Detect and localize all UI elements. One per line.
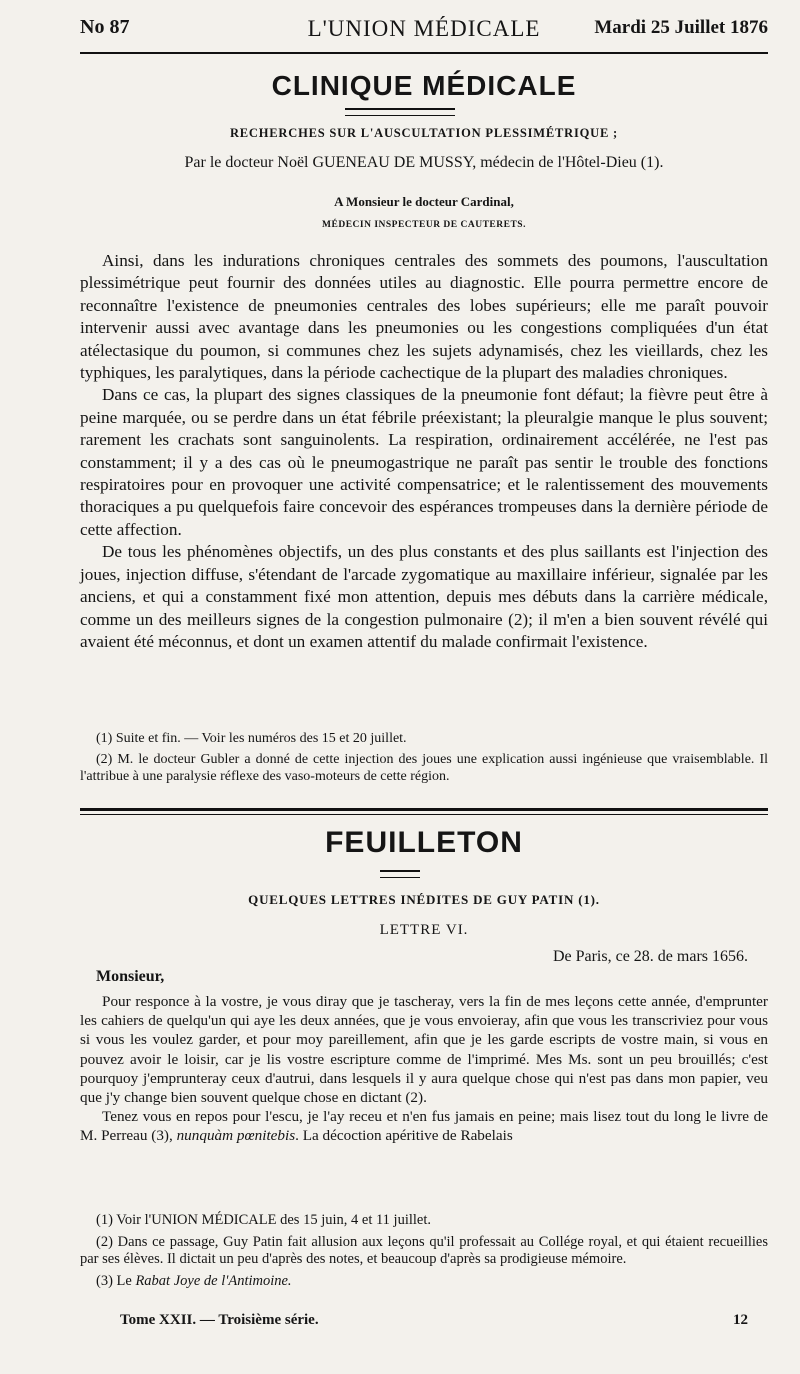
paragraph: Pour responce à la vostre, je vous diray que je tascheray, vers la fin de mes leçons cette année, d'emprunter les cahiers de quelqu'un qui aye les deux années, que je vous envoieray, afin que vous les transcriviez pour vous si vous les voulez garder, et pour moy pareillement, afin que je les garde escripts de vostre main, si vous en pouvez avoir le loisir, car je lis vostre escripture comme de l'imprimé. Mes Ms. sont un peu brouillés; c'est pourquoy j'emprunteray ceux d'autrui, dans lesquels il y aura quelque chose qui n'est pas dans mon papier, veu que j'y change bien souvent quelque chose en dictant (2).	[80, 993, 768, 1107]
addressee: A Monsieur le docteur Cardinal,	[334, 194, 514, 209]
latin-phrase: nunquàm pœnitebis	[176, 1127, 296, 1145]
footnote: (2) Dans ce passage, Guy Patin fait allusion aux leçons qu'il professait au Collége royal, et qui étaient recueillies par ses élèves. Il dictait un peu d'après des notes, et beaucoup d'après sa prodigieuse mémoire.	[80, 1233, 768, 1267]
masthead-rule	[80, 52, 768, 54]
addressee-role: MÉDECIN INSPECTEUR DE CAUTERETS.	[322, 220, 526, 230]
author-line: Par le docteur Noël GUENEAU DE MUSSY, médecin de l'Hôtel-Dieu (1).	[184, 154, 664, 171]
ornament-divider	[345, 108, 455, 116]
clinique-body	[80, 250, 768, 653]
article-title: RECHERCHES SUR L'AUSCULTATION PLESSIMÉTRIQUE ;	[229, 126, 619, 140]
book-title: Rabat Joye de l'Antimoine.	[135, 1272, 292, 1289]
salutation: Monsieur,	[96, 968, 165, 985]
dateline: De Paris, ce 28. de mars 1656.	[552, 948, 748, 965]
footnote: (1) Suite et fin. — Voir les numéros des 15 et 20 juillet.	[96, 731, 407, 746]
feuilleton-title: QUELQUES LETTRES INÉDITES DE GUY PATIN (1).	[248, 892, 600, 907]
feuilleton-footnotes	[80, 1212, 768, 1294]
paragraph: Ainsi, dans les indurations chroniques centrales des sommets des poumons, l'auscultation plessimétrique peut fournir des données utiles au diagnostic. Elle pourra permettre encore de reconnaître l'existence de pneumonies centrales des lobes supérieurs; elle me paraît pouvoir intervenir aussi avec avantage dans les pneumonies ou les congestions compliquées d'un état atélectasique du poumon, si communes chez les sujets adynamisés, chez les vieillards, chez les typhiques, les paralytiques, dans la période cachectique de la plupart des maladies chroniques.	[80, 251, 768, 383]
issue-number: No 87	[80, 16, 130, 38]
page-number: 12	[733, 1312, 748, 1328]
footnote	[80, 1273, 768, 1291]
ornament-divider	[380, 870, 420, 878]
letter-number: LETTRE VI.	[379, 922, 469, 938]
paragraph: Dans ce cas, la plupart des signes classiques de la pneumonie font défaut; la fièvre peut être à peine marquée, ou se perdre dans un état fébrile préexistant; la pleuralgie manque le plus souvent; rarement les crachats sont sanguinolents. La respiration, ordinairement accélérée, ne l'est pas constamment; il y a des cas où le pneumogastrique ne paraît pas sentir le trouble des fonctions respiratoires pour en provoquer une activité compensatrice; et le ralentissement des mouvements thoraciques a pu quelquefois faire concevoir des espérances trompeuses dans la dernière période de cette affection.	[80, 385, 768, 539]
paragraph	[80, 1107, 768, 1145]
footnote: (1) Voir l'UNION MÉDICALE des 15 juin, 4 et 11 juillet.	[96, 1212, 432, 1228]
paragraph: De tous les phénomènes objectifs, un des plus constants et des plus saillants est l'injection des joues, injection diffuse, s'étendant de l'arcade zygomatique au maxillaire inférieur, signalée par les anciens, et qui a constamment fixé mon attention, depuis mes débuts dans la carrière médicale, comme un des meilleurs signes de la congestion pulmonaire (2); il m'en a bien souvent révélé qui avaient été méconnus, et dont un examen attentif du malade confirmait l'existence.	[80, 542, 768, 651]
feuilleton-body	[80, 992, 768, 1146]
tome-series: Tome XXII. — Troisième série.	[120, 1312, 319, 1328]
section-title-clinique: CLINIQUE MÉDICALE	[271, 70, 577, 101]
feuilleton-rule-thin	[80, 814, 768, 815]
text-run: . La décoction apéritive de Rabelais	[295, 1127, 513, 1145]
issue-date: Mardi 25 Juillet 1876	[594, 17, 768, 38]
footnote-prefix: (3) Le	[96, 1272, 136, 1289]
footnote: (2) M. le docteur Gubler a donné de cette injection des joues une explication aussi ingénieuse que vraisemblable. Il l'attribue à une paralysie réflexe des vaso-moteurs de cette région.	[80, 752, 768, 784]
text-run: Tenez vous en repos pour l'escu, je l'ay receu et n'en fus jamais en peine; mais lisez tout du long le livre de M. Perreau (3),	[80, 1108, 768, 1145]
clinique-footnotes	[80, 730, 768, 789]
section-title-feuilleton: FEUILLETON	[325, 826, 523, 859]
masthead	[80, 16, 768, 44]
page-footer	[80, 1312, 768, 1334]
feuilleton-rule	[80, 808, 768, 811]
journal-title: L'UNION MÉDICALE	[307, 16, 541, 41]
